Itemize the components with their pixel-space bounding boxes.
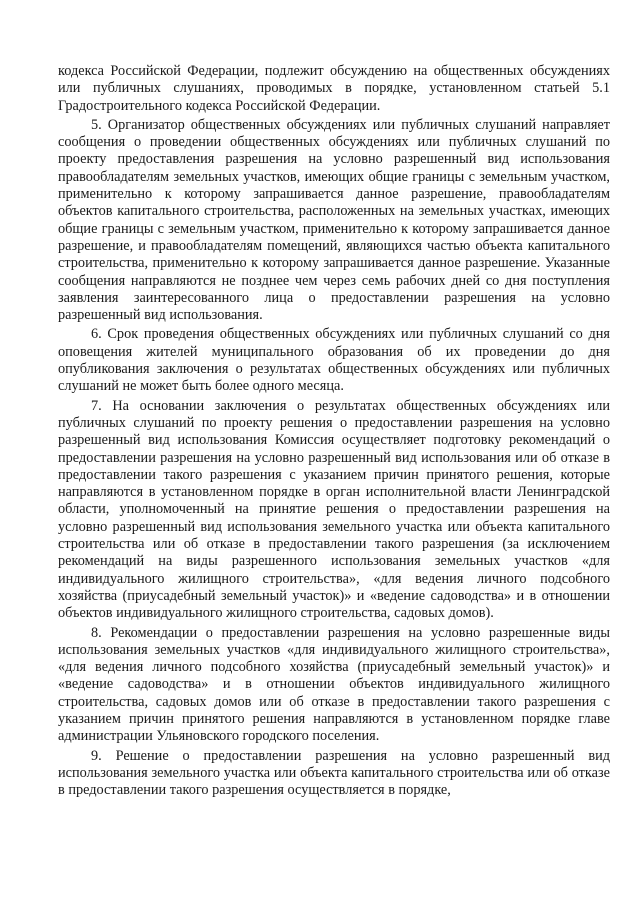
paragraph-continuation: кодекса Российской Федерации, подлежит обсуждению на общественных обсуждениях или публичных слушаниях, проводимых в порядке, установленном статьей 5.1 Градостроительного кодекса Российской Федерации.: [58, 63, 610, 114]
document-page: [58, 63, 610, 801]
paragraph-5: 5. Организатор общественных обсуждениях или публичных слушаний направляет сообщения о проведении общественных обсуждениях или публичных слушаний по проекту предоставления разрешения на условно разрешенный вид использования правообладателям земельных участков, имеющих общие границы с земельным участком, применительно к которому запрашивается данное разрешение, правообладателям объектов капитального строительства, расположенных на земельных участках, имеющих общие границы с земельным участком, применительно к которому запрашивается данное разрешение, и правообладателям помещений, являющихся частью объекта капитального строительства, применительно к которому запрашивается данное разрешение. Указанные сообщения направляются не позднее чем через семь рабочих дней со дня поступления заявления заинтересованного лица о предоставлении разрешения на условно разрешенный вид использования.: [58, 116, 610, 324]
paragraph-9: 9. Решение о предоставлении разрешения на условно разрешенный вид использования земельного участка или объекта капитального строительства или об отказе в предоставлении такого разрешения осуществляется в порядке,: [58, 747, 610, 799]
paragraph-8: 8. Рекомендации о предоставлении разрешения на условно разрешенные виды использования земельных участков «для индивидуального жилищного строительства», «для ведения личного подсобного хозяйства (приусадебный земельный участок)» и «ведение садоводства» и в отношении объектов индивидуального жилищного строительства, садовых домов или об отказе в предоставлении такого разрешения с указанием причин принятого решения направляются в установленном порядке главе администрации Ульяновского городского поселения.: [58, 624, 610, 745]
paragraph-6: 6. Срок проведения общественных обсуждениях или публичных слушаний со дня оповещения жителей муниципального образования об их проведении до дня опубликования заключения о результатах общественных обсуждениях или публичных слушаний не может быть более одного месяца.: [58, 326, 610, 395]
paragraph-7: 7. На основании заключения о результатах общественных обсуждениях или публичных слушаний по проекту решения о предоставлении разрешения на условно разрешенный вид использования Комиссия осуществляет подготовку рекомендаций о предоставлении разрешения на условно разрешенный вид использования или об отказе в предоставлении такого разрешения с указанием причин принятого решения, которые направляются в установленном порядке в орган исполнительной власти Ленинградской области, уполномоченный на принятие решения о предоставлении разрешения на условно разрешенный вид использования земельного участка или объекта капитального строительства или об отказе в предоставлении такого разрешения (за исключением рекомендаций на виды разрешенного использования земельных участков «для индивидуального жилищного строительства», «для ведения личного подсобного хозяйства (приусадебный земельный участок)» и «ведение садоводства» и в отношении объектов индивидуального жилищного строительства, садовых домов).: [58, 397, 610, 622]
